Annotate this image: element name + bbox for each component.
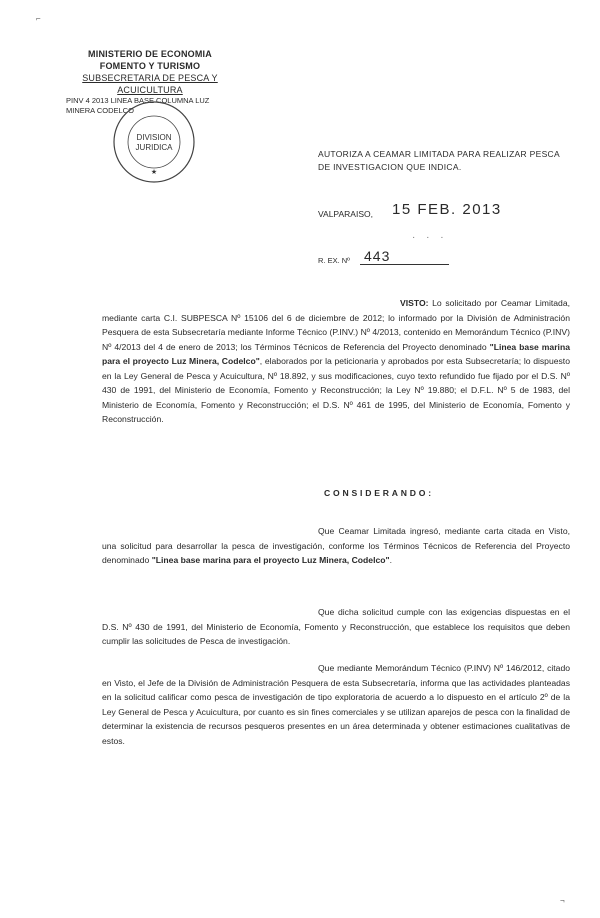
resolution-value: 443 [360,248,449,265]
c1-text-1: Que Ceamar Limitada ingresó, mediante carta citada en Visto, una solicitud para desarrollar la pesca de investigación, conforme los Términos Técnicos de Referencia del Proyecto denominado [102,526,570,565]
visto-lead: VISTO: [400,298,429,308]
seal-text-2: JURIDICA [135,143,173,152]
visto-project-name: "Linea base marina para el proyecto Luz Minera, Codelco" [102,341,570,366]
reference-line-2: MINERA CODELCO [66,106,134,115]
document-subject: AUTORIZA A CEAMAR LIMITADA PARA REALIZAR PESCA DE INVESTIGACION QUE INDICA. [318,149,560,172]
ministry-name: MINISTERIO DE ECONOMIA [88,49,212,59]
visto-text-2: , elaborados por la peticionaria y aprobados por esta Subsecretaría; lo dispuesto en la Ley General de Pesca y Acuicultura, Nº 18.892, y sus modificaciones, cuyo texto refundido fue fijado por el D.S. Nº 430 de 1991, del Ministerio de Economía, Fomento y Reconstrucción; la Ley Nº 19.880; el D.F.L. Nº 5 de 1983, del Ministerio de Economía, Fomento y Reconstrucción; el D.S. Nº 461 de 1995, del Ministerio de Economía, Fomento y Reconstrucción. [102,356,570,424]
place-date [318,201,568,223]
place: VALPARAISO, [318,209,373,219]
considerando-paragraph-2 [102,605,570,649]
resolution-number [318,248,448,266]
ministry-name-2: FOMENTO Y TURISMO [99,61,201,71]
c1-project-name: "Linea base marina para el proyecto Luz Minera, Codelco" [151,555,390,565]
subsecretaria-name: SUBSECRETARIA DE PESCA Y ACUICULTURA [82,73,218,95]
division-juridica-seal [112,100,196,184]
considerando-paragraph-3 [102,661,570,748]
scan-corner-mark: ¬ [560,896,565,905]
c2-text: Que dicha solicitud cumple con las exigencias dispuestas en el D.S. Nº 430 de 1991, del Ministerio de Economía, Fomento y Reconstrucción, que establece los requisitos que deben cumplir las solicitudes de Pesca de investigación. [102,607,570,646]
visto-paragraph [102,296,570,427]
c1-text-2: . [389,555,392,565]
scan-corner-mark: ⌐ [36,14,41,23]
seal-text-1: DIVISION [136,133,172,142]
resolution-label: R. EX. Nº [318,256,350,265]
c3-text: Que mediante Memorándum Técnico (P.INV) Nº 146/2012, citado en Visto, el Jefe de la División de Administración Pesquera de esta Subsecretaría, informa que las actividades planteadas en la solicitud calificar como pesca de investigación de tipo exploratoria de acuerdo a lo dispuesto en el artículo 2º de la Ley General de Pesca y Acuicultura, por cuanto es sin fines comerciales y se utilizan aparejos de pesca con la finalidad de determinar la existencia de recursos pesqueros presentes en un área determinada y obtener estimaciones cualitativas de estos. [102,663,570,746]
considerando-heading: CONSIDERANDO: [324,488,434,498]
scan-marks: · · · [412,232,448,243]
date-stamp: 15 FEB. 2013 [392,201,502,218]
seal-star-icon: ★ [150,169,158,176]
visto-text-1: Lo solicitado por Ceamar Limitada, mediante carta C.I. SUBPESCA Nº 15106 del 6 de diciembre de 2012; lo informado por la División de Administración Pesquera de esta Subsecretaría mediante Informe Técnico (P.INV.) Nº 4/2013, contenido en Memorándum Técnico (P.INV) Nº 4/2013 del 4 de enero de 2013; los Términos Técnicos de Referencia del Proyecto denominado [102,298,570,352]
considerando-paragraph-1 [102,524,570,568]
reference-line-1: PINV 4 2013 LINEA BASE COLUMNA LUZ [66,96,210,105]
